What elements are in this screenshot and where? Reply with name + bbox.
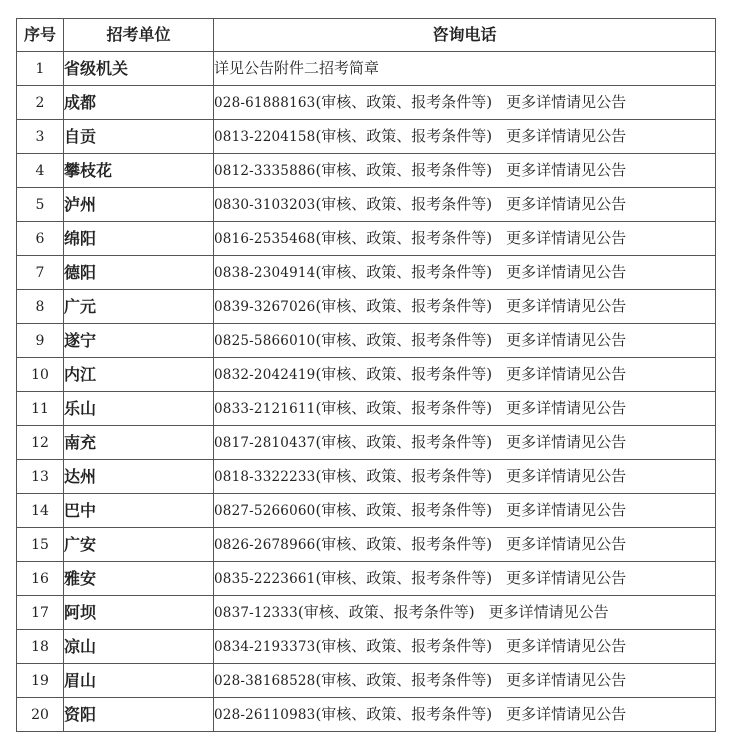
phone-number: 0818-3322233	[214, 469, 316, 485]
contact-scope-note: (审核、政策、报考条件等)	[315, 467, 493, 485]
row-number: 8	[17, 290, 64, 324]
more-details-note: 更多详情请见公告	[506, 433, 627, 451]
table-row	[17, 494, 716, 528]
phone-number: 0837-12333	[214, 605, 298, 621]
row-number: 14	[17, 494, 64, 528]
contact-info	[214, 188, 716, 222]
contact-info	[214, 256, 716, 290]
header-row	[17, 19, 716, 52]
contact-info	[214, 528, 716, 562]
row-number: 16	[17, 562, 64, 596]
table-row	[17, 664, 716, 698]
more-details-note: 更多详情请见公告	[506, 365, 627, 383]
recruiting-unit: 眉山	[64, 664, 214, 698]
phone-number: 0813-2204158	[214, 129, 316, 145]
phone-number: 0812-3335886	[214, 163, 316, 179]
contact-info	[214, 290, 716, 324]
contact-info	[214, 664, 716, 698]
contact-info	[214, 120, 716, 154]
recruiting-unit: 绵阳	[64, 222, 214, 256]
recruiting-unit: 自贡	[64, 120, 214, 154]
more-details-note: 更多详情请见公告	[506, 705, 627, 723]
table-row	[17, 222, 716, 256]
phone-number: 0817-2810437	[214, 435, 316, 451]
row-number: 18	[17, 630, 64, 664]
more-details-note: 更多详情请见公告	[506, 263, 627, 281]
table-row	[17, 86, 716, 120]
more-details-note: 更多详情请见公告	[488, 603, 609, 621]
contact-scope-note: (审核、政策、报考条件等)	[315, 365, 493, 383]
contact-scope-note: 详见公告附件二招考简章	[214, 59, 380, 77]
phone-number: 0839-3267026	[214, 299, 316, 315]
more-details-note: 更多详情请见公告	[506, 467, 627, 485]
phone-number: 0826-2678966	[214, 537, 316, 553]
row-number: 6	[17, 222, 64, 256]
more-details-note: 更多详情请见公告	[506, 501, 627, 519]
row-number: 10	[17, 358, 64, 392]
phone-number: 0838-2304914	[214, 265, 316, 281]
contact-info	[214, 460, 716, 494]
contact-scope-note: (审核、政策、报考条件等)	[315, 195, 493, 213]
row-number: 4	[17, 154, 64, 188]
more-details-note: 更多详情请见公告	[506, 637, 627, 655]
contact-info	[214, 630, 716, 664]
more-details-note: 更多详情请见公告	[506, 229, 627, 247]
more-details-note: 更多详情请见公告	[506, 297, 627, 315]
row-number: 12	[17, 426, 64, 460]
row-number: 17	[17, 596, 64, 630]
table-row	[17, 290, 716, 324]
table-row	[17, 460, 716, 494]
contact-scope-note: (审核、政策、报考条件等)	[315, 93, 493, 111]
more-details-note: 更多详情请见公告	[506, 535, 627, 553]
contact-scope-note: (审核、政策、报考条件等)	[315, 671, 493, 689]
contact-info	[214, 358, 716, 392]
table-row	[17, 52, 716, 86]
contact-info	[214, 86, 716, 120]
contact-scope-note: (审核、政策、报考条件等)	[315, 127, 493, 145]
phone-number: 0825-5866010	[214, 333, 316, 349]
recruiting-unit: 攀枝花	[64, 154, 214, 188]
contact-scope-note: (审核、政策、报考条件等)	[315, 331, 493, 349]
row-number: 19	[17, 664, 64, 698]
contact-info	[214, 52, 716, 86]
recruiting-unit: 德阳	[64, 256, 214, 290]
row-number: 2	[17, 86, 64, 120]
table-row	[17, 358, 716, 392]
phone-number: 0827-5266060	[214, 503, 316, 519]
recruiting-unit: 南充	[64, 426, 214, 460]
recruiting-unit: 内江	[64, 358, 214, 392]
phone-number: 0816-2535468	[214, 231, 316, 247]
more-details-note: 更多详情请见公告	[506, 195, 627, 213]
phone-number: 028-26110983	[214, 707, 316, 723]
table-row	[17, 562, 716, 596]
contact-scope-note: (审核、政策、报考条件等)	[315, 535, 493, 553]
recruiting-unit: 凉山	[64, 630, 214, 664]
contact-info	[214, 154, 716, 188]
row-number: 1	[17, 52, 64, 86]
contact-info	[214, 596, 716, 630]
contacts-table	[16, 18, 716, 732]
phone-number: 0830-3103203	[214, 197, 316, 213]
recruiting-unit: 泸州	[64, 188, 214, 222]
contact-scope-note: (审核、政策、报考条件等)	[315, 569, 493, 587]
phone-number: 0832-2042419	[214, 367, 316, 383]
row-number: 9	[17, 324, 64, 358]
row-number: 7	[17, 256, 64, 290]
contact-scope-note: (审核、政策、报考条件等)	[315, 161, 493, 179]
more-details-note: 更多详情请见公告	[506, 671, 627, 689]
contact-info	[214, 494, 716, 528]
row-number: 20	[17, 698, 64, 732]
table-row	[17, 188, 716, 222]
table-row	[17, 698, 716, 732]
table-row	[17, 596, 716, 630]
recruiting-unit: 资阳	[64, 698, 214, 732]
contact-scope-note: (审核、政策、报考条件等)	[315, 501, 493, 519]
header-contact: 咨询电话	[214, 19, 716, 52]
phone-number: 028-61888163	[214, 95, 316, 111]
contact-scope-note: (审核、政策、报考条件等)	[297, 603, 475, 621]
table-row	[17, 120, 716, 154]
header-no: 序号	[17, 19, 64, 52]
table-body	[17, 52, 716, 732]
recruiting-unit: 遂宁	[64, 324, 214, 358]
recruiting-unit: 成都	[64, 86, 214, 120]
row-number: 13	[17, 460, 64, 494]
table-row	[17, 256, 716, 290]
phone-number: 028-38168528	[214, 673, 316, 689]
phone-number: 0834-2193373	[214, 639, 316, 655]
more-details-note: 更多详情请见公告	[506, 127, 627, 145]
recruiting-unit: 巴中	[64, 494, 214, 528]
row-number: 15	[17, 528, 64, 562]
header-unit: 招考单位	[64, 19, 214, 52]
contact-info	[214, 324, 716, 358]
more-details-note: 更多详情请见公告	[506, 331, 627, 349]
more-details-note: 更多详情请见公告	[506, 569, 627, 587]
contact-scope-note: (审核、政策、报考条件等)	[315, 637, 493, 655]
recruiting-unit: 阿坝	[64, 596, 214, 630]
recruiting-unit: 乐山	[64, 392, 214, 426]
contact-scope-note: (审核、政策、报考条件等)	[315, 229, 493, 247]
row-number: 3	[17, 120, 64, 154]
phone-number: 0833-2121611	[214, 401, 316, 417]
contact-scope-note: (审核、政策、报考条件等)	[315, 263, 493, 281]
contact-info	[214, 562, 716, 596]
recruiting-unit: 达州	[64, 460, 214, 494]
contact-info	[214, 392, 716, 426]
table-row	[17, 392, 716, 426]
row-number: 5	[17, 188, 64, 222]
row-number: 11	[17, 392, 64, 426]
contact-info	[214, 698, 716, 732]
contact-info	[214, 222, 716, 256]
contact-info	[214, 426, 716, 460]
contact-scope-note: (审核、政策、报考条件等)	[315, 399, 493, 417]
more-details-note: 更多详情请见公告	[506, 161, 627, 179]
table-row	[17, 426, 716, 460]
contact-scope-note: (审核、政策、报考条件等)	[315, 297, 493, 315]
table-row	[17, 528, 716, 562]
table-row	[17, 154, 716, 188]
recruiting-unit: 广安	[64, 528, 214, 562]
table-row	[17, 324, 716, 358]
table-row	[17, 630, 716, 664]
recruiting-unit: 广元	[64, 290, 214, 324]
phone-number: 0835-2223661	[214, 571, 316, 587]
recruiting-unit: 雅安	[64, 562, 214, 596]
more-details-note: 更多详情请见公告	[506, 93, 627, 111]
contact-scope-note: (审核、政策、报考条件等)	[315, 433, 493, 451]
contact-scope-note: (审核、政策、报考条件等)	[315, 705, 493, 723]
recruiting-unit: 省级机关	[64, 52, 214, 86]
more-details-note: 更多详情请见公告	[506, 399, 627, 417]
